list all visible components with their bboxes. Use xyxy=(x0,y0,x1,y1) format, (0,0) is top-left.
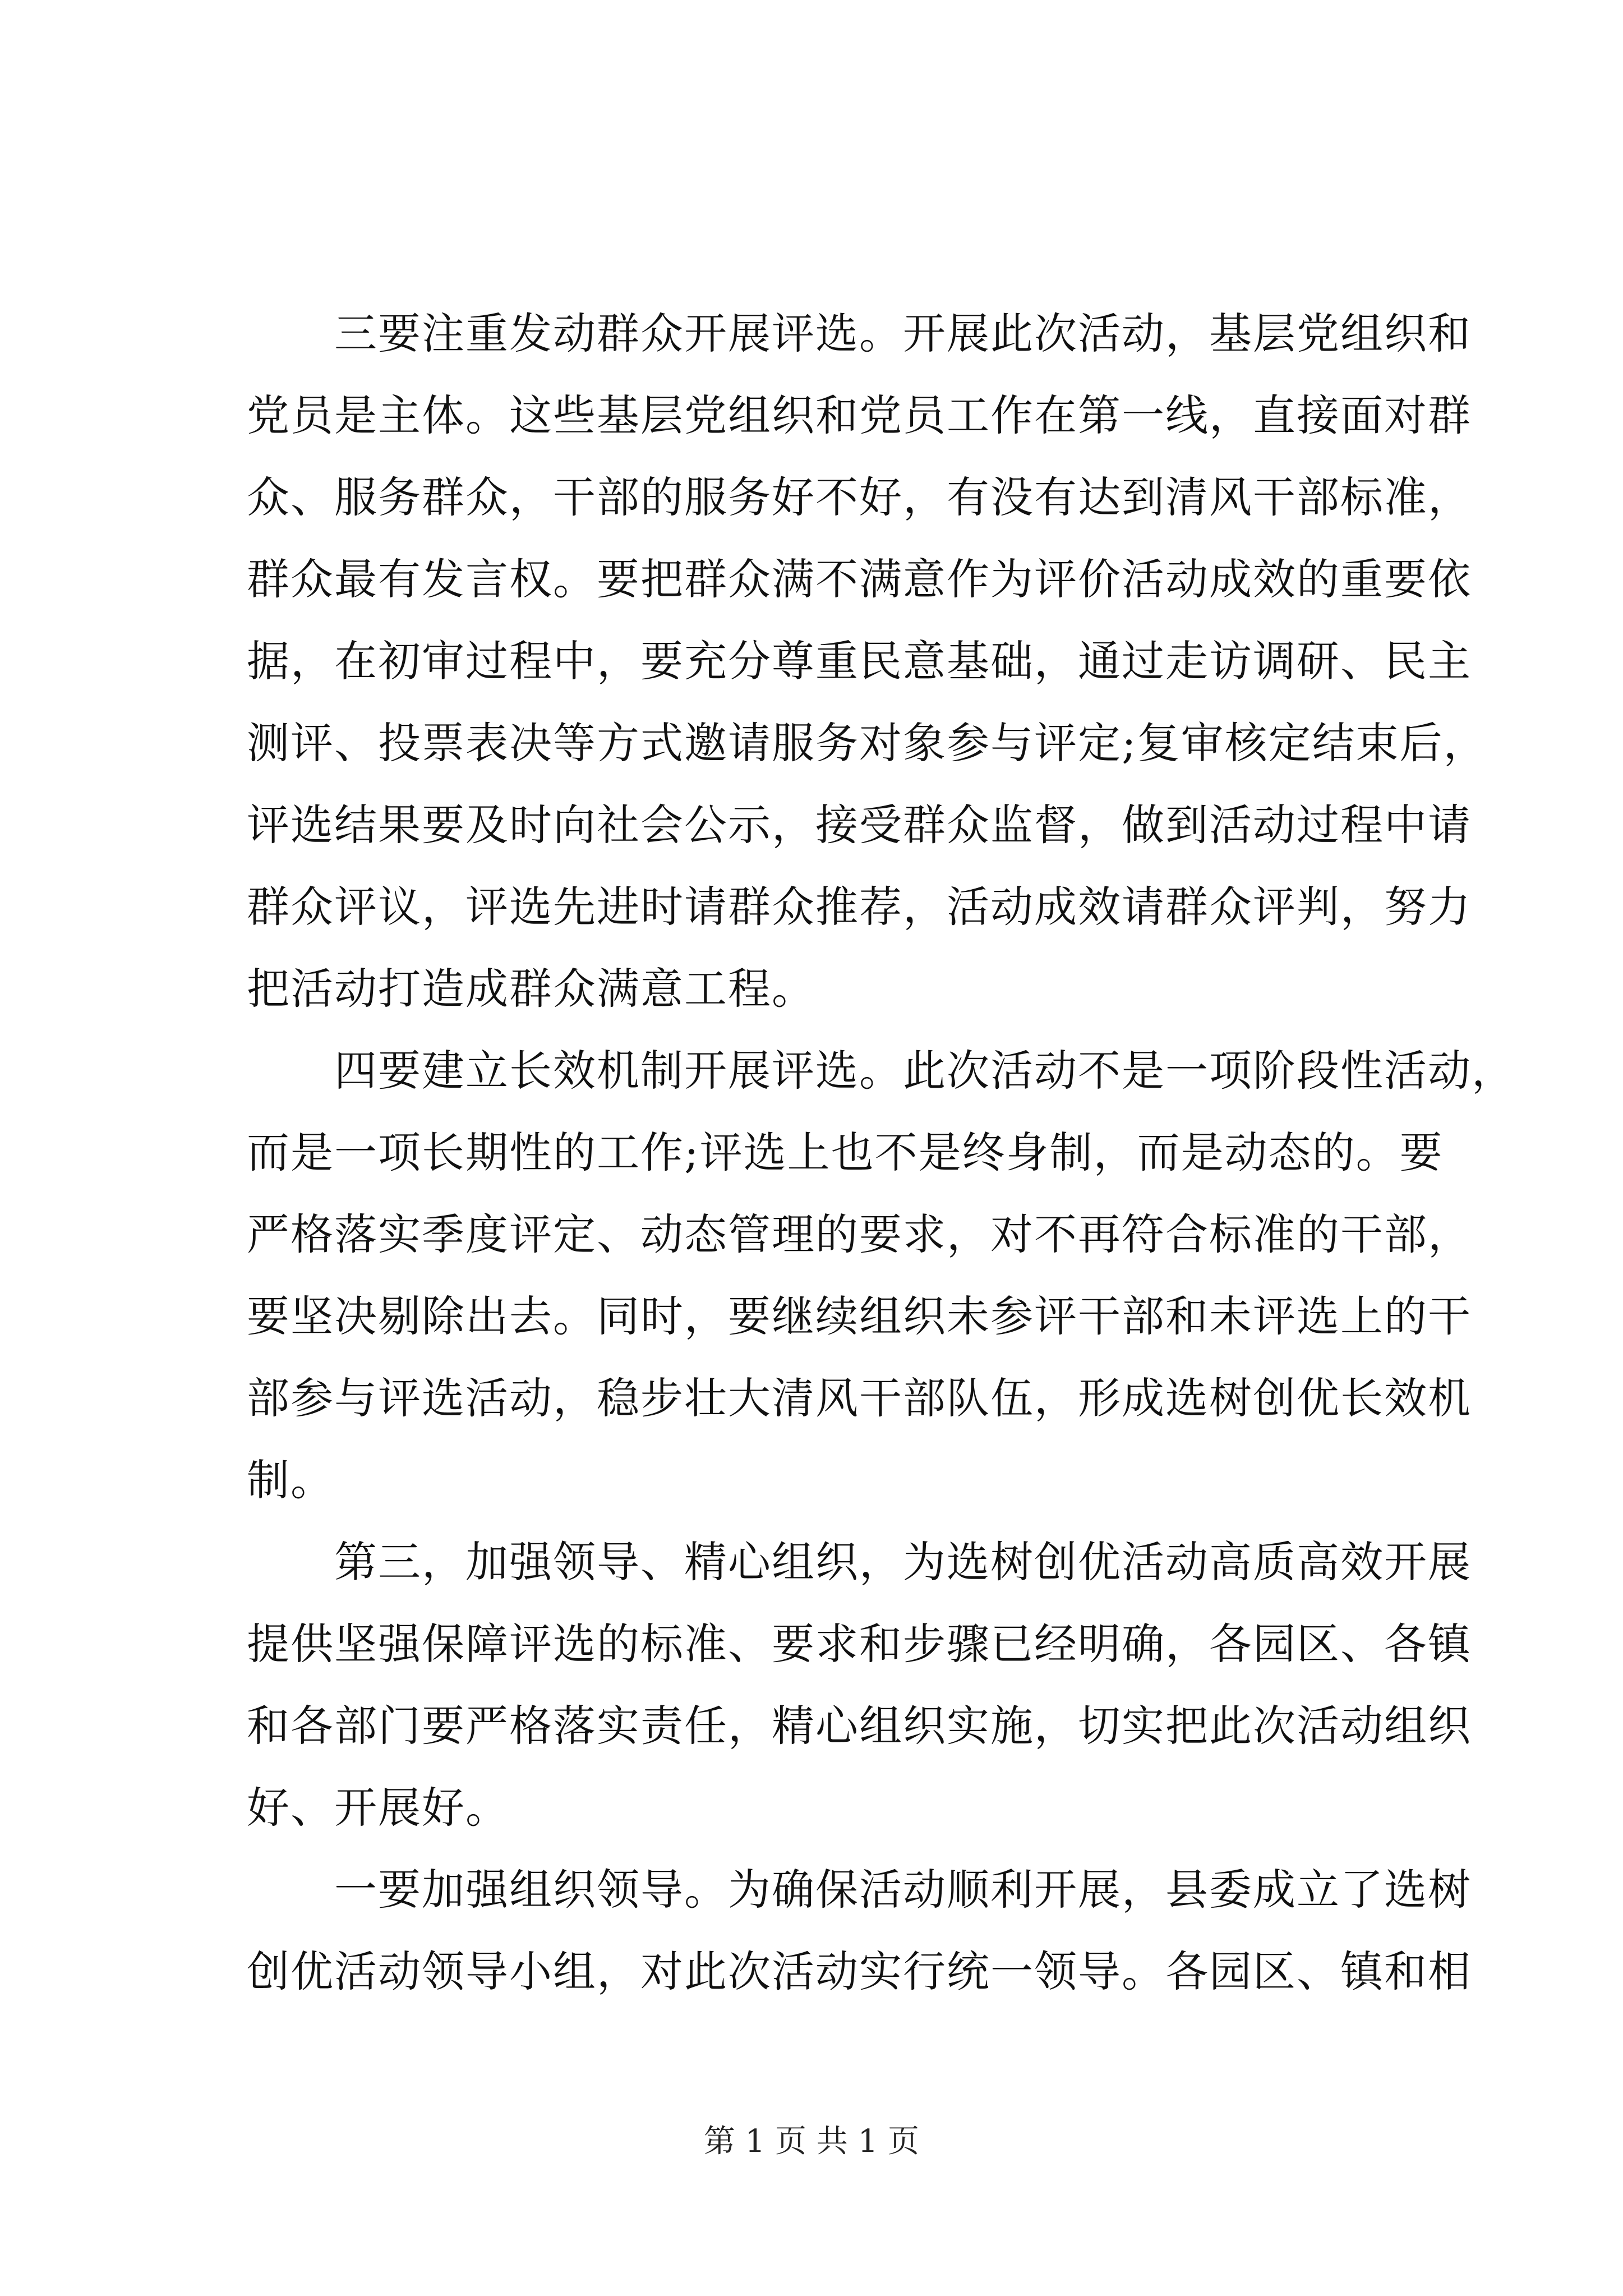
text-line: 要坚决剔除出去。同时，要继续组织未参评干部和未评选上的干 xyxy=(247,1291,1472,1341)
text-line: 而是一项长期性的工作;评选上也不是终身制，而是动态的。要 xyxy=(247,1128,1444,1177)
text-line: 制。 xyxy=(247,1455,334,1505)
text-line: 三要注重发动群众开展评选。开展此次活动，基层党组织和 xyxy=(247,309,1472,358)
text-line: 第三，加强领导、精心组织，为选树创优活动高质高效开展 xyxy=(247,1537,1472,1587)
text-line: 四要建立长效机制开展评选。此次活动不是一项阶段性活动， xyxy=(247,1046,1515,1096)
text-line: 测评、投票表决等方式邀请服务对象参与评定;复审核定结束后， xyxy=(247,718,1487,768)
text-line: 好、开展好。 xyxy=(247,1783,509,1833)
text-line: 创优活动领导小组，对此次活动实行统一领导。各园区、镇和相 xyxy=(247,1947,1472,1996)
text-line: 把活动打造成群众满意工程。 xyxy=(247,964,815,1014)
text-line: 评选结果要及时向社会公示，接受群众监督，做到活动过程中请 xyxy=(247,800,1472,850)
text-line: 严格落实季度评定、动态管理的要求，对不再符合标准的干部， xyxy=(247,1209,1472,1259)
document-body xyxy=(247,293,1515,2013)
text-line: 据，在初审过程中，要充分尊重民意基础，通过走访调研、民主 xyxy=(247,636,1472,686)
text-line: 和各部门要严格落实责任，精心组织实施，切实把此次活动组织 xyxy=(247,1701,1472,1751)
text-line: 党员是主体。这些基层党组织和党员工作在第一线，直接面对群 xyxy=(247,390,1472,440)
text-line: 一要加强组织领导。为确保活动顺利开展，县委成立了选树 xyxy=(247,1865,1472,1915)
page-footer xyxy=(0,2122,1623,2161)
text-line: 群众最有发言权。要把群众满不满意作为评价活动成效的重要依 xyxy=(247,554,1472,604)
text-line: 部参与评选活动，稳步壮大清风干部队伍，形成选树创优长效机 xyxy=(247,1373,1472,1423)
page-number-label: 第 1 页 共 1 页 xyxy=(703,2123,920,2160)
text-line: 群众评议，评选先进时请群众推荐，活动成效请群众评判，努力 xyxy=(247,882,1472,932)
text-line: 提供坚强保障评选的标准、要求和步骤已经明确，各园区、各镇 xyxy=(247,1619,1472,1669)
text-line: 众、服务群众，干部的服务好不好，有没有达到清风干部标准， xyxy=(247,472,1472,522)
